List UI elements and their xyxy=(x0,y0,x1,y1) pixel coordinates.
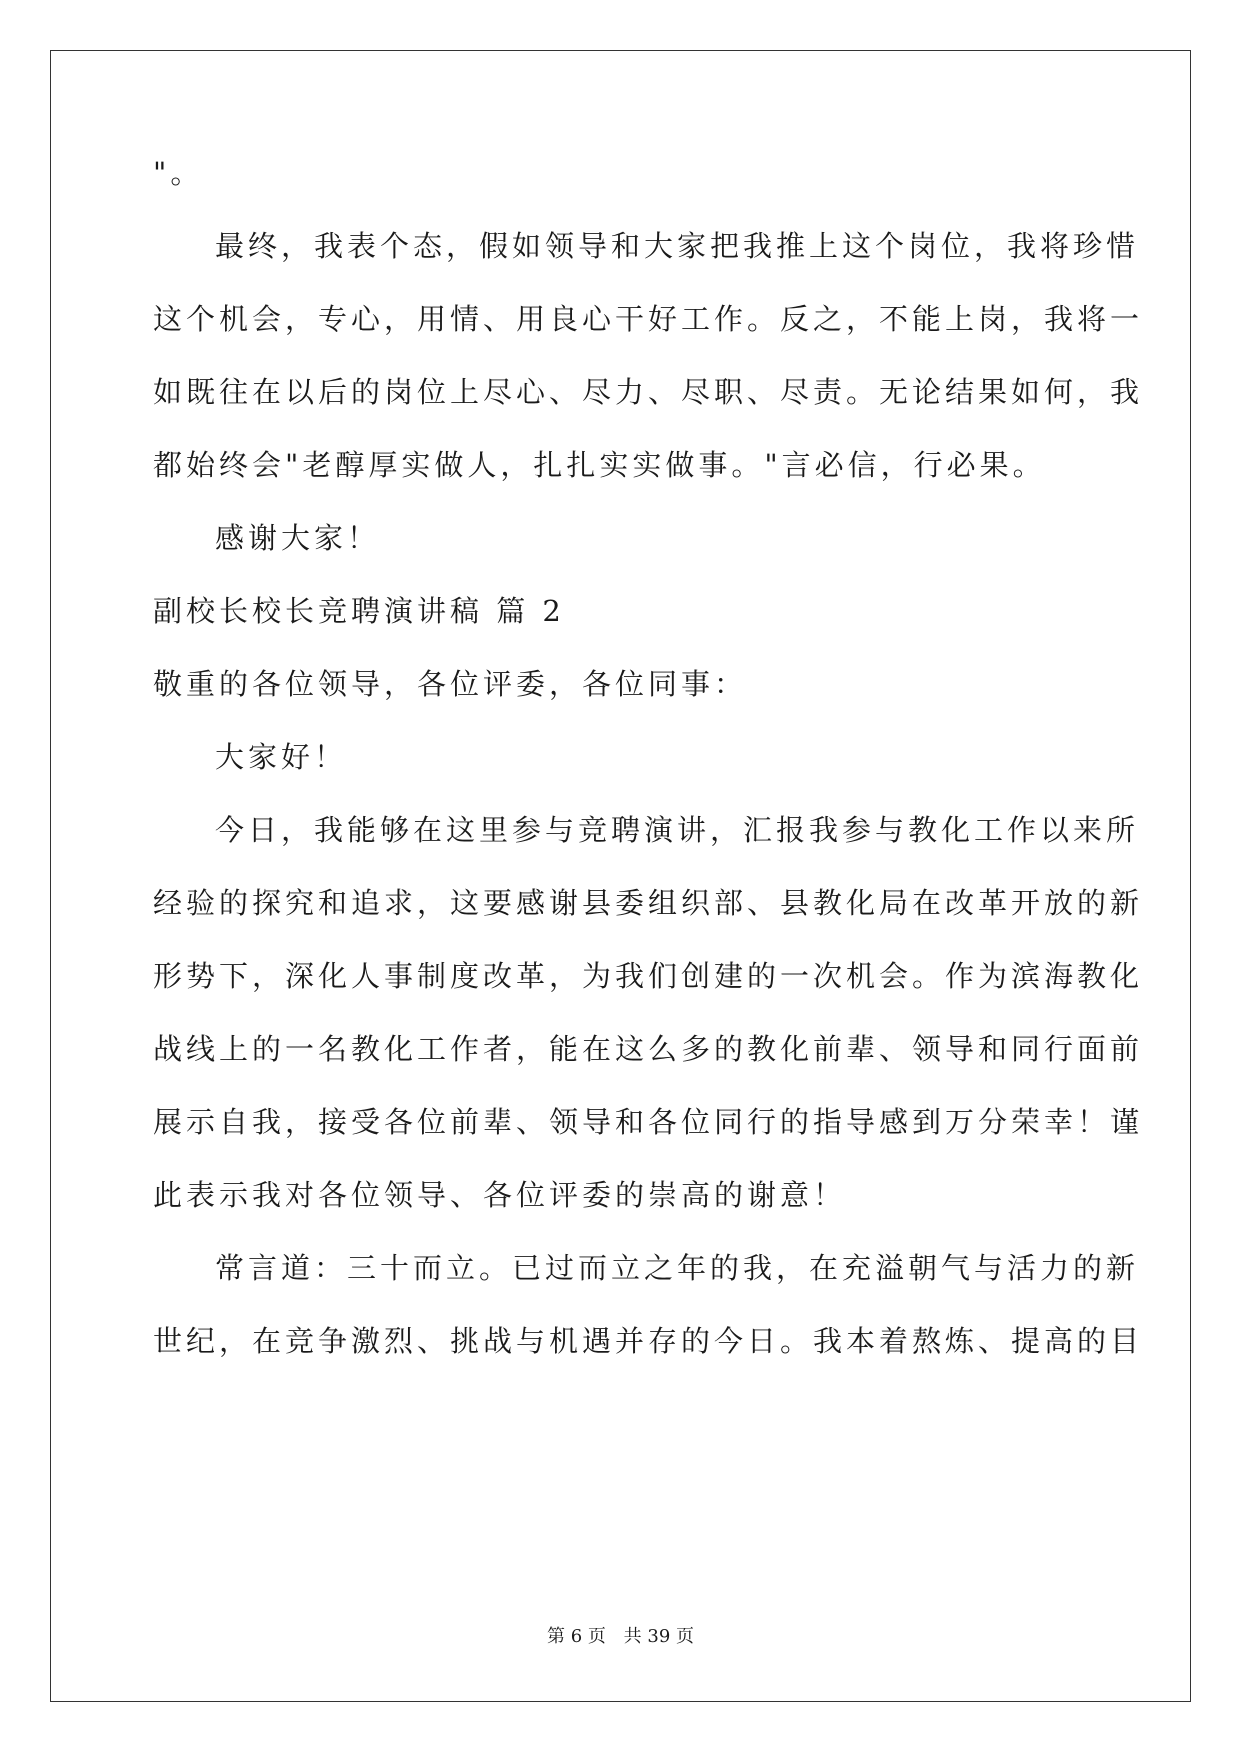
text-line: 战线上的一名教化工作者，能在这么多的教化前辈、领导和同行面前 xyxy=(153,1032,1144,1066)
page-footer xyxy=(0,1622,1241,1648)
text-line: 此表示我对各位领导、各位评委的崇高的谢意！ xyxy=(153,1178,847,1212)
paragraph-start: 感谢大家！ xyxy=(215,521,381,555)
paragraph-start: 今日，我能够在这里参与竞聘演讲，汇报我参与教化工作以来所 xyxy=(215,813,1140,847)
text-line: 都始终会"老醇厚实做人，扎扎实实做事。"言必信，行必果。 xyxy=(153,448,1046,482)
greeting: 大家好！ xyxy=(215,740,348,774)
text-line: 世纪，在竞争激烈、挑战与机遇并存的今日。我本着熬炼、提高的目 xyxy=(153,1324,1144,1358)
text-line: 如既往在以后的岗位上尽心、尽力、尽职、尽责。无论结果如何，我 xyxy=(153,375,1144,409)
section-heading: 副校长校长竞聘演讲稿 篇 2 xyxy=(153,594,565,628)
text-line: 这个机会，专心，用情、用良心干好工作。反之，不能上岗，我将一 xyxy=(153,302,1144,336)
paragraph-start: 常言道：三十而立。已过而立之年的我，在充溢朝气与活力的新 xyxy=(215,1251,1140,1285)
text-line: 展示自我，接受各位前辈、领导和各位同行的指导感到万分荣幸！谨 xyxy=(153,1105,1144,1139)
salutation: 敬重的各位领导，各位评委，各位同事： xyxy=(153,667,748,701)
page-number: 第 6 页 xyxy=(547,1626,606,1647)
page-total: 共 39 页 xyxy=(623,1626,694,1647)
text-line: 经验的探究和追求，这要感谢县委组织部、县教化局在改革开放的新 xyxy=(153,886,1144,920)
text-line: "。 xyxy=(153,156,204,190)
paragraph-start: 最终，我表个态，假如领导和大家把我推上这个岗位，我将珍惜 xyxy=(215,229,1140,263)
page-border xyxy=(50,50,1191,1702)
text-line: 形势下，深化人事制度改革，为我们创建的一次机会。作为滨海教化 xyxy=(153,959,1144,993)
